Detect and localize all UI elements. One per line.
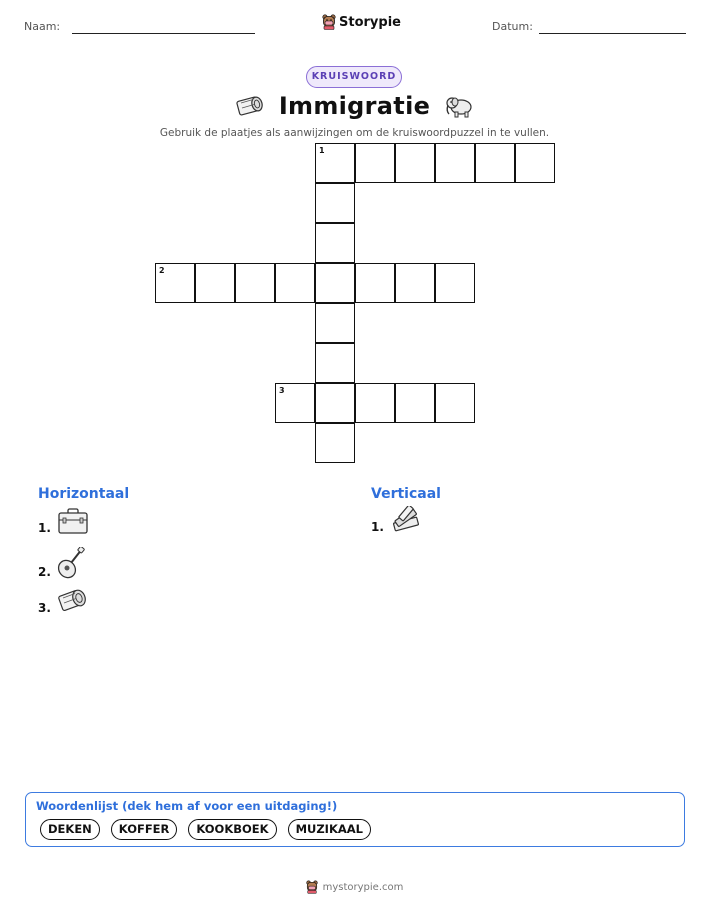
grid-cell[interactable]	[315, 343, 355, 383]
grid-cell[interactable]	[315, 383, 355, 423]
word-chip: DEKEN	[40, 819, 100, 840]
grid-cell[interactable]	[315, 223, 355, 263]
clue-number: 2	[159, 266, 165, 275]
suitcase-icon	[57, 507, 89, 535]
grid-cell[interactable]	[435, 383, 475, 423]
name-label: Naam:	[24, 20, 61, 33]
grid-cell[interactable]	[235, 263, 275, 303]
clue-number: 1	[319, 146, 325, 155]
name-line[interactable]	[72, 33, 255, 34]
bear-logo-icon	[306, 880, 318, 894]
puzzle-type-badge: KRUISWOORD	[306, 66, 402, 88]
grid-cell[interactable]	[395, 143, 435, 183]
grid-cell[interactable]	[315, 143, 355, 183]
clue-number-label: 3.	[38, 601, 51, 615]
footer-url[interactable]: mystorypie.com	[322, 881, 404, 893]
clue-number-label: 2.	[38, 565, 51, 579]
word-chip: MUZIKAAL	[288, 819, 371, 840]
word-chip: KOFFER	[111, 819, 178, 840]
vertical-heading: Verticaal	[371, 486, 441, 502]
books-icon	[390, 506, 422, 534]
clue-number-label: 1.	[38, 521, 51, 535]
date-label: Datum:	[492, 20, 533, 33]
grid-cell[interactable]	[475, 143, 515, 183]
date-line[interactable]	[539, 33, 686, 34]
vertical-clue-1	[371, 506, 422, 534]
word-list-box	[25, 792, 685, 847]
footer	[0, 880, 709, 894]
grid-cell[interactable]	[395, 383, 435, 423]
brand-logo	[322, 14, 401, 30]
grid-cell[interactable]	[315, 303, 355, 343]
brand-name: Storypie	[339, 14, 401, 30]
horizontal-clue-1	[38, 507, 89, 535]
instructions: Gebruik de plaatjes als aanwijzingen om de kruiswoordpuzzel in te vullen.	[159, 127, 550, 139]
horizontal-clue-2	[38, 547, 85, 579]
grid-cell[interactable]	[275, 383, 315, 423]
page-title: Immigratie	[278, 92, 431, 120]
grid-cell[interactable]	[515, 143, 555, 183]
grid-cell[interactable]	[315, 263, 355, 303]
horizontal-clue-3	[38, 587, 89, 615]
grid-cell[interactable]	[275, 263, 315, 303]
word-list-title: Woordenlijst (dek hem af voor een uitdaging!)	[36, 799, 338, 813]
clue-number-label: 1.	[371, 520, 384, 534]
elephant-icon	[444, 94, 474, 118]
mandolin-icon	[57, 547, 85, 579]
grid-cell[interactable]	[355, 143, 395, 183]
grid-cell[interactable]	[195, 263, 235, 303]
clue-number: 3	[279, 386, 285, 395]
bear-logo-icon	[322, 14, 336, 30]
grid-cell[interactable]	[155, 263, 195, 303]
grid-cell[interactable]	[395, 263, 435, 303]
word-list	[40, 819, 371, 840]
grid-cell[interactable]	[355, 383, 395, 423]
word-chip: KOOKBOEK	[188, 819, 276, 840]
grid-cell[interactable]	[435, 263, 475, 303]
grid-cell[interactable]	[315, 183, 355, 223]
blanket-roll-icon	[235, 94, 265, 118]
grid-cell[interactable]	[435, 143, 475, 183]
horizontal-heading: Horizontaal	[38, 486, 130, 502]
grid-cell[interactable]	[355, 263, 395, 303]
grid-cell[interactable]	[315, 423, 355, 463]
title-row	[0, 92, 709, 120]
blanket-roll-icon	[57, 587, 89, 615]
